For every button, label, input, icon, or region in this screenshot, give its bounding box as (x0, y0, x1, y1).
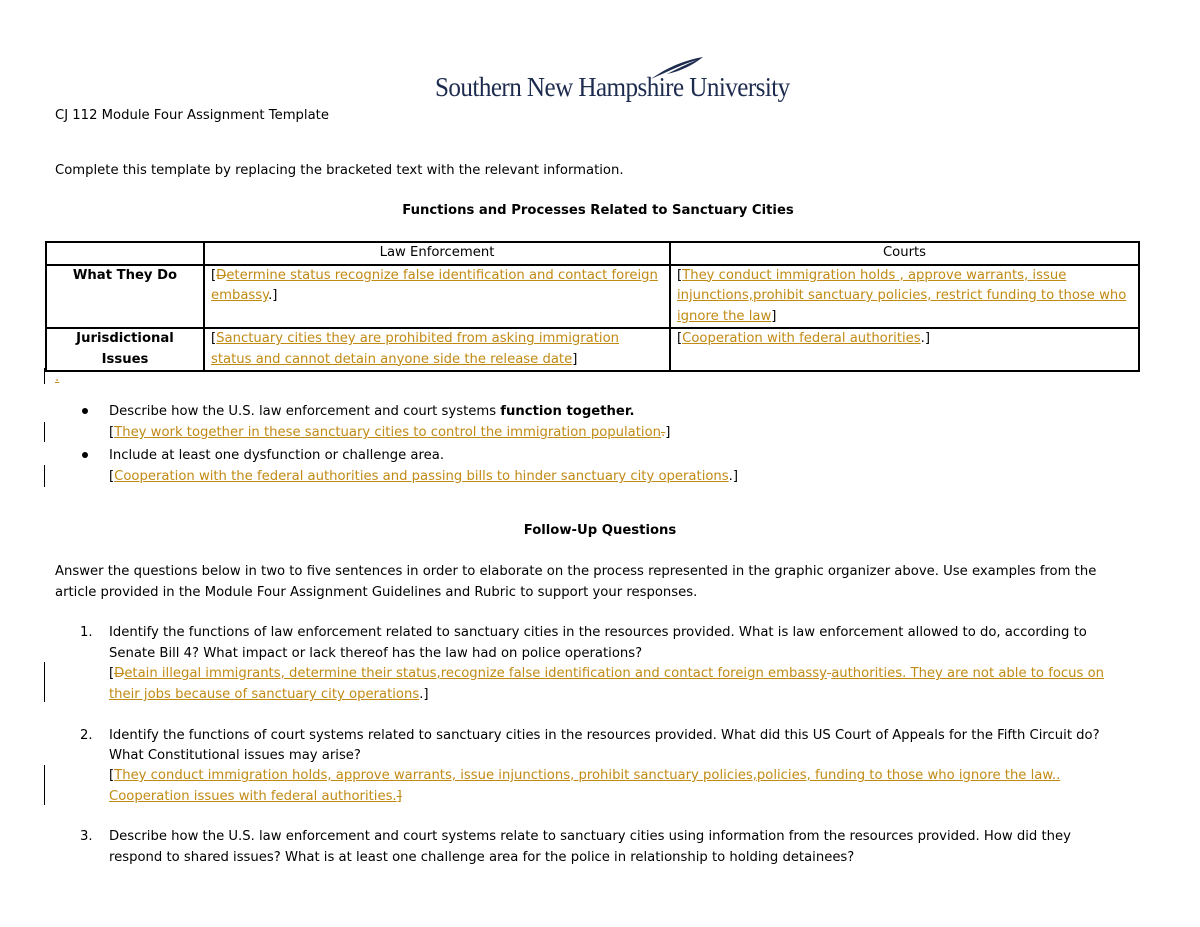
instruction-text: Complete this template by replacing the bracketed text with the relevant information. (55, 163, 624, 178)
column-header-law-enforcement: Law Enforcement (204, 242, 670, 265)
question-number: 3. (80, 829, 93, 844)
cell-what-they-do-law-enforcement[interactable]: [Determine status recognize false identification and contact foreign embassy.] (204, 265, 670, 329)
bullet-icon (82, 408, 88, 414)
question-text: What Constitutional issues may arise? (109, 748, 361, 763)
change-bar (44, 765, 45, 805)
column-header-courts: Courts (670, 242, 1139, 265)
functions-table (45, 241, 1140, 372)
bullet-answer[interactable]: [Cooperation with the federal authorities and passing bills to hinder sanctuary city operations.] (109, 469, 738, 484)
change-bar (44, 465, 45, 487)
cell-jurisdictional-courts[interactable]: [Cooperation with federal authorities.] (670, 328, 1139, 371)
change-bar (44, 368, 45, 384)
question-text: Identify the functions of law enforcement related to sanctuary cities in the resources provided. What is law enforcement allowed to do, according to (109, 625, 1087, 640)
followup-heading: Follow-Up Questions (523, 523, 677, 538)
logo-wordmark: Southern New Hampshire University (435, 72, 790, 102)
table-corner-cell (46, 242, 204, 265)
bullet-prompt: Describe how the U.S. law enforcement and court systems function together. (109, 404, 635, 419)
question-text: Describe how the U.S. law enforcement and court systems relate to sanctuary cities using information from the resources provided. How did they (109, 829, 1071, 844)
question-answer[interactable]: [They conduct immigration holds, approve warrants, issue injunctions, prohibit sanctuary policies,policies, funding to those who ignore the law.. (109, 768, 1061, 783)
followup-intro-line2: article provided in the Module Four Assignment Guidelines and Rubric to support your responses. (55, 585, 698, 600)
change-bar (44, 662, 45, 702)
bullet-prompt: Include at least one dysfunction or challenge area. (109, 448, 445, 463)
row-label-what-they-do: What They Do (46, 265, 204, 329)
template-title: CJ 112 Module Four Assignment Template (55, 108, 329, 123)
cell-jurisdictional-law-enforcement[interactable]: [Sanctuary cities they are prohibited from asking immigration status and cannot detain anyone side the release date] (204, 328, 670, 371)
question-number: 2. (80, 728, 93, 743)
question-answer[interactable]: Cooperation issues with federal authorities.] (109, 789, 402, 804)
question-number: 1. (80, 625, 93, 640)
bullet-icon (82, 452, 88, 458)
cell-what-they-do-courts[interactable]: [They conduct immigration holds , approve warrants, issue injunctions,prohibit sanctuary policies, restrict funding to those who ignore the law] (670, 265, 1139, 329)
university-logo (435, 55, 790, 105)
table-heading: Functions and Processes Related to Sanctuary Cities (402, 203, 794, 218)
table-row (46, 328, 1139, 371)
question-text: Identify the functions of court systems related to sanctuary cities in the resources provided. What did this US Court of Appeals for the Fifth Circuit do? (109, 728, 1100, 743)
row-label-jurisdictional-issues: Jurisdictional Issues (46, 328, 204, 371)
table-row (46, 265, 1139, 329)
question-text: respond to shared issues? What is at least one challenge area for the police in relationship to holding detainees? (109, 850, 855, 865)
question-answer[interactable]: [Detain illegal immigrants, determine their status,recognize false identification and contact foreign embassy authorities. They are not able to focus on (109, 666, 1105, 681)
question-text: Senate Bill 4? What impact or lack thereof has the law had on police operations? (109, 646, 643, 661)
after-table-mark: . (55, 370, 60, 385)
followup-intro-line1: Answer the questions below in two to five sentences in order to elaborate on the process represented in the graphic organizer above. Use examples from the (55, 564, 1097, 579)
change-bar (44, 422, 45, 442)
question-answer[interactable]: their jobs because of sanctuary city operations.] (109, 687, 429, 702)
table-header-row (46, 242, 1139, 265)
bullet-answer[interactable]: [They work together in these sanctuary cities to control the immigration population.] (109, 425, 671, 440)
